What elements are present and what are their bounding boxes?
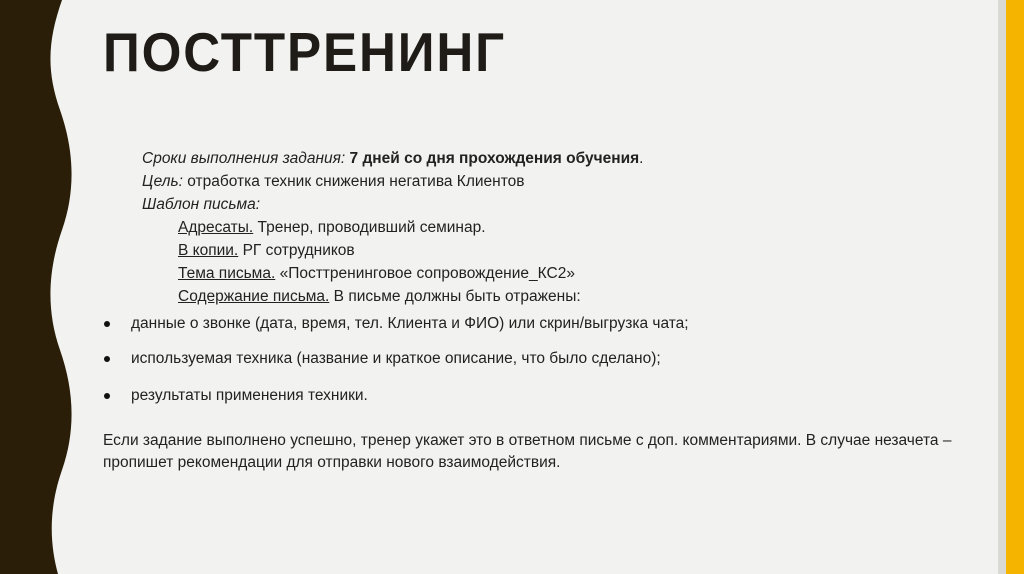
- goal-value: отработка техник снижения негатива Клиентов: [187, 173, 525, 190]
- bullet-item: данные о звонке (дата, время, тел. Клиента и ФИО) или скрин/выгрузка чата;: [131, 315, 689, 332]
- left-wavy-band: [0, 0, 90, 574]
- footer-paragraph: Если задание выполнено успешно, тренер укажет это в ответном письме с доп. комментариями. В случае незачета – пропишет рекомендации для отправки нового взаимодействия.: [103, 432, 952, 471]
- template-item: [178, 218, 486, 238]
- template-label: Шаблон письма:: [142, 196, 261, 213]
- template-item: [178, 241, 355, 261]
- template-item: [178, 287, 581, 307]
- goal-label: Цель:: [142, 173, 183, 190]
- deadline-label: Сроки выполнения задания:: [142, 150, 346, 167]
- template-item-label: Тема письма.: [178, 265, 276, 282]
- slide-title: ПОСТТРЕНИНГ: [103, 21, 507, 83]
- template-item: [178, 264, 575, 284]
- template-item-value: «Посттренинговое сопровождение_КС2»: [279, 265, 575, 282]
- template-item-label: Содержание письма.: [178, 288, 330, 305]
- template-item-value: В письме должны быть отражены:: [333, 288, 581, 305]
- template-item-value: Тренер, проводивший семинар.: [257, 219, 486, 236]
- bullet-dot: [104, 321, 110, 327]
- bullet-item: используемая техника (название и краткое описание, что было сделано);: [131, 350, 661, 367]
- right-stripe-gray: [998, 0, 1006, 574]
- template-item-label: Адресаты.: [178, 219, 254, 236]
- bullet-dot: [104, 393, 110, 399]
- bullet-dot: [104, 356, 110, 362]
- template-item-label: В копии.: [178, 242, 239, 259]
- deadline-value: 7 дней со дня прохождения обучения: [349, 150, 640, 167]
- deadline-end: .: [639, 150, 644, 167]
- goal-line: [142, 172, 525, 192]
- deadline-line: [142, 149, 643, 169]
- template-item-value: РГ сотрудников: [242, 242, 355, 259]
- bullet-item: результаты применения техники.: [131, 387, 368, 404]
- right-stripe-accent: [1006, 0, 1024, 574]
